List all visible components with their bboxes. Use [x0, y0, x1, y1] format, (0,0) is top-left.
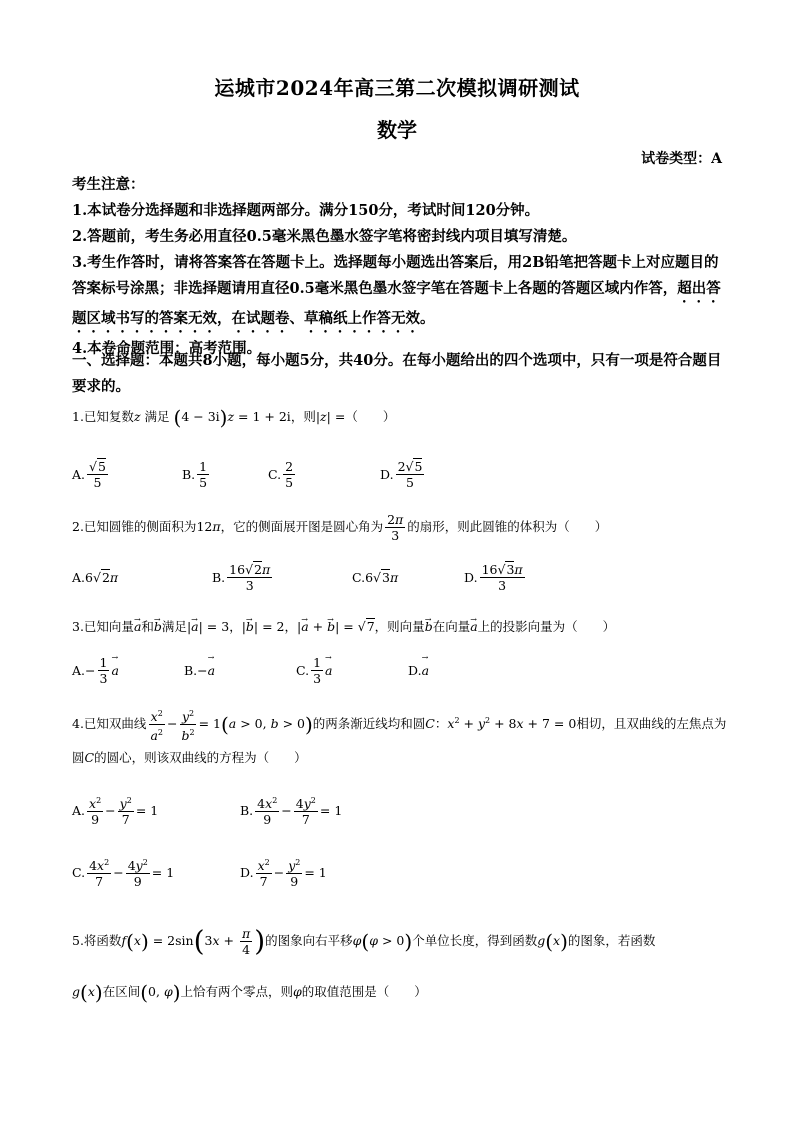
q1-equation: (4 − 3i)z = 1 + 2i	[173, 405, 291, 430]
option-letter: B.	[182, 466, 196, 482]
q1-text-b: 满足	[144, 409, 170, 424]
option-letter: D.	[380, 466, 394, 482]
q1-text-c: ，则	[290, 409, 316, 424]
note-3-emphasis: 超出答题区域书写的答案无效，在试题卷、草稿纸上作答无效	[72, 280, 721, 327]
option-letter: A.	[72, 569, 86, 585]
q2-option-c[interactable]: C. 6√ 3 π	[352, 569, 399, 585]
q3-option-b[interactable]: B. − → a	[184, 650, 215, 690]
q1-option-b[interactable]: B. $\frac{1}{5}$	[182, 458, 208, 490]
q2-option-a[interactable]: A. 6√ 2 π	[72, 569, 119, 585]
q3-text-f: 上的投影向量为（ ）	[477, 619, 616, 634]
option-letter: C.	[352, 569, 366, 585]
q4-option-a[interactable]: A. $\frac{x^2}{9}$ − $\frac{y^2}{7}$ = 1	[72, 790, 158, 830]
q4-text-e: 的圆心，则该双曲线的方程为（ ）	[94, 750, 307, 766]
option-letter: B.	[184, 662, 198, 678]
q3-option-c[interactable]: C. $\frac{1}{3}$ → a	[296, 650, 333, 690]
question-3-options	[72, 650, 727, 690]
q5-text-f: 上恰有两个零点，则	[180, 983, 294, 999]
q1-option-a[interactable]: A. $\frac{√5}{5}$	[72, 458, 106, 490]
notes-heading: 考生注意：	[72, 176, 145, 193]
q3-text-c: 满足	[161, 619, 187, 634]
q1-text-d: （ ）	[345, 409, 396, 424]
q3-option-d[interactable]: D. → a	[408, 650, 429, 690]
q4-text-c: ：	[434, 716, 448, 732]
q4-text-b: 的两条渐近线均和圆	[312, 716, 426, 732]
option-letter: C.	[296, 662, 310, 678]
note-3-text: 3.考生作答时，请将答案答在答题卡上。选择题每小题选出答案后，用2B铅笔把答题卡上对应题目的答案标号涂黑；非选择题请用直径0.5毫米黑色墨水签字笔在答题卡上各题的答题区域内作答，	[72, 254, 719, 297]
q3-text-e: 在向量	[432, 619, 471, 634]
q2-option-d[interactable]: D. $\frac{16√3\pi}{3}$	[464, 561, 523, 593]
q3-text-a: 3.已知向量	[72, 619, 134, 634]
note-1: 1.本试卷分选择题和非选择题两部分。满分150分，考试时间120分钟。	[72, 202, 540, 219]
q3-text-b: 和	[141, 619, 154, 634]
note-3-end: 。	[420, 310, 435, 327]
q1-text-a: 1.已知复数	[72, 409, 134, 424]
note-4: 4.本卷命题范围：高考范围。	[72, 340, 262, 357]
note-3	[72, 250, 722, 336]
candidate-notes	[72, 172, 722, 362]
q5-text-e: 在区间	[102, 983, 141, 999]
option-letter: D.	[464, 569, 478, 585]
q5-text-g: 的取值范围是（ ）	[301, 983, 427, 999]
option-letter: A.	[72, 466, 86, 482]
q3-text-d: ，则向量	[374, 619, 425, 634]
option-letter: B.	[212, 569, 226, 585]
q2-text-b: ，它的侧面展开图是圆心角为	[220, 519, 384, 534]
q2-text-c: 的扇形，则此圆锥的体积为（ ）	[407, 519, 608, 534]
paper-type-label: 试卷类型：A	[641, 151, 722, 167]
q4-option-b[interactable]: B. $\frac{4x^2}{9}$ − $\frac{4y^2}{7}$ = 1	[240, 790, 342, 830]
question-1-options	[72, 454, 727, 494]
question-2-stem: 2.已知圆锥的侧面积为12π，它的侧面展开图是圆心角为 $\frac{2\pi}{3}$ 的扇形，则此圆锥的体积为（ ）	[72, 512, 608, 543]
q1-option-d[interactable]: D. $\frac{2√5}{5}$	[380, 458, 423, 490]
q5-text-d: 的图象，若函数	[567, 933, 656, 948]
option-letter: C.	[72, 864, 86, 880]
question-5-stem: 5.将函数f(x) = 2sin(3x + $\frac{\pi}{4}$ )的图象向右平移φ(φ > 0)个单位长度，得到函数g(x)的图象，若函数 g(x)在区间(0, φ)上恰有两个零点，则φ的取值范围是（ ）	[72, 924, 656, 1004]
q5-text-b: 的图象向右平移	[265, 933, 353, 948]
q1-option-c[interactable]: C. $\frac{2}{5}$	[268, 458, 294, 490]
question-3-stem: 3.已知向量→ a和→ b满足|→ a| = 3，|→ b| = 2，|→ a + → b| = √7，则向量→ b在向量→ a上的投影向量为（ ）	[72, 616, 727, 638]
option-letter: D.	[408, 662, 422, 678]
question-4-options-row-1	[72, 790, 727, 830]
option-letter: B.	[240, 802, 254, 818]
option-letter: A.	[72, 662, 86, 678]
q5-text-a: 5.将函数	[72, 933, 122, 948]
exam-title: 运城市2024年高三第二次模拟调研测试	[214, 76, 580, 100]
q5-text-c: 个单位长度，得到函数	[412, 933, 538, 948]
question-4-stem: 4.已知双曲线 $\frac{x^2}{a^2}$ − $\frac{y^2}{b^2}$ = 1(a > 0, b > 0)的两条渐近线均和圆C：$x^2 + y^2 + 8x + 7 = 0$相切，且双曲线的左焦点为圆C的圆心，则该双曲线的方程为（ ）	[72, 706, 727, 773]
option-letter: A.	[72, 802, 86, 818]
q4-option-c[interactable]: C. $\frac{4x^2}{7}$ − $\frac{4y^2}{9}$ = 1	[72, 852, 174, 892]
q3-option-a[interactable]: A. − $\frac{1}{3}$ → a	[72, 650, 119, 690]
question-2-options	[72, 557, 727, 597]
note-2: 2.答题前，考生务必用直径0.5毫米黑色墨水签字笔将密封线内项目填写清楚。	[72, 228, 577, 245]
question-4-options-row-2	[72, 852, 727, 892]
section-1-heading: 一、选择题：本题共8小题，每小题5分，共40分。在每小题给出的四个选项中，只有一项是符合题目要求的。	[72, 352, 722, 395]
exam-subject: 数学	[377, 118, 417, 142]
q4-option-d[interactable]: D. $\frac{x^2}{7}$ − $\frac{y^2}{9}$ = 1	[240, 852, 327, 892]
option-letter: C.	[268, 466, 282, 482]
q2-text-a: 2.已知圆锥的侧面积为	[72, 519, 197, 534]
question-1-stem: 1.已知复数z 满足 (4 − 3i)z = 1 + 2i，则|z| =（ ）	[72, 405, 396, 430]
q4-text-a: 4.已知双曲线	[72, 716, 147, 732]
q4-text-d: 相切，且双曲线的左焦点为圆	[72, 716, 727, 766]
q2-option-b[interactable]: B. $\frac{16√2\pi}{3}$	[212, 561, 271, 593]
option-letter: D.	[240, 864, 254, 880]
